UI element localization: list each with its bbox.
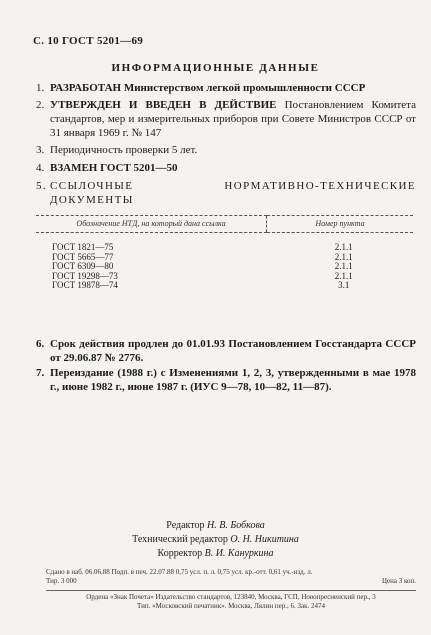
credit-role: Редактор — [166, 520, 205, 531]
table-cell-document: ГОСТ 19298—73 — [52, 270, 118, 281]
info-item-2 — [36, 98, 416, 140]
table-cell-document: ГОСТ 5665—77 — [52, 251, 114, 262]
imprint-line: Ордена «Знак Почета» Издательство стандартов, 123840, Москва, ГСП, Новопресненский пер., 3 — [86, 593, 376, 601]
item-number: 4. — [36, 162, 45, 174]
credit-technical-editor — [0, 533, 431, 547]
item-bold-text: Переиздание (1988 г.) с Изменениями 1, 2, 3, утвержденными в мае 1978 г., июне 1982 г., июне 1987 г. (ИУС 9—78, 10—82, 11—87). — [50, 367, 416, 393]
table-cell-point: 2.1.1 — [334, 251, 353, 262]
table-cell-point: 3.1 — [338, 280, 350, 290]
info-item-5 — [36, 179, 416, 207]
table-cell-document: ГОСТ 6309—80 — [52, 261, 114, 271]
credit-role: Технический редактор — [132, 534, 228, 545]
item-bold-text: ВЗАМЕН ГОСТ 5201—50 — [50, 162, 178, 174]
info-item-1 — [36, 81, 416, 95]
info-item-7 — [36, 366, 416, 394]
table-row — [36, 281, 413, 291]
imprint-divider — [46, 590, 416, 591]
editorial-credits — [0, 519, 431, 561]
credit-proofreader — [0, 547, 431, 561]
info-item-4 — [36, 161, 416, 175]
item-number: 6. — [36, 338, 45, 350]
item-number: 3. — [36, 144, 45, 156]
item-number: 1. — [36, 82, 45, 94]
item-text: ССЫЛОЧНЫЕ НОРМАТИВНО-ТЕХНИЧЕСКИЕ ДОКУМЕНТЫ — [50, 180, 416, 206]
imprint-print-run: Тир. 3 000 — [46, 577, 77, 585]
table-cell-point: 2.1.1 — [334, 242, 353, 252]
credit-name: В. И. Кануркина — [204, 548, 274, 559]
references-table — [36, 215, 413, 291]
page-header: С. 10 ГОСТ 5201—69 — [33, 35, 144, 47]
info-item-6 — [36, 337, 416, 365]
item-bold-text: РАЗРАБОТАН Министерством легкой промышленности СССР — [50, 82, 366, 94]
column-header-document: Обозначение НТД, на который дана ссылка — [36, 216, 267, 233]
item-bold-text: Срок действия продлен до 01.01.93 Постановлением Госстандарта СССР от 29.06.87 № 2776. — [50, 338, 416, 364]
info-item-3 — [36, 143, 416, 157]
item-bold-text: УТВЕРЖДЕН И ВВЕДЕН В ДЕЙСТВИЕ — [50, 99, 277, 111]
item-number: 2. — [36, 99, 45, 111]
imprint-printing-data — [46, 568, 416, 586]
column-header-point: Номер пункта — [267, 216, 414, 233]
page-title: ИНФОРМАЦИОННЫЕ ДАННЫЕ — [111, 62, 320, 74]
table-cell-document: ГОСТ 19878—74 — [52, 280, 118, 290]
table-cell-document: ГОСТ 1821—75 — [52, 242, 114, 252]
table-cell-point: 2.1.1 — [334, 270, 353, 281]
imprint-price: Цена 3 коп. — [381, 577, 416, 585]
table-cell-point: 2.1.1 — [334, 261, 353, 271]
item-number: 5. — [36, 180, 48, 192]
imprint-line: Тип. «Московский печатник». Москва, Лялин пер., 6. Зак. 2474 — [137, 602, 325, 610]
item-text: Постановлением Комитета стандартов, мер и измерительных приборов при Совете Министров СССР от 31 января 1969 г. № 147 — [50, 99, 416, 139]
credit-name: О. Н. Никитина — [230, 534, 299, 545]
imprint-publisher — [46, 593, 416, 611]
credit-editor — [0, 519, 431, 533]
imprint-line: Сдано в наб. 06.06.88 Подп. в печ. 22.07.88 0,75 усл. п. л. 0,75 усл. кр.-отт. 0,61 уч.-изд. л. — [46, 568, 313, 576]
credit-name: Н. В. Бобкова — [207, 520, 265, 531]
credit-role: Корректор — [157, 548, 203, 559]
item-text: Периодичность проверки 5 лет. — [50, 144, 198, 156]
table-row — [36, 233, 413, 253]
item-number: 7. — [36, 367, 45, 379]
